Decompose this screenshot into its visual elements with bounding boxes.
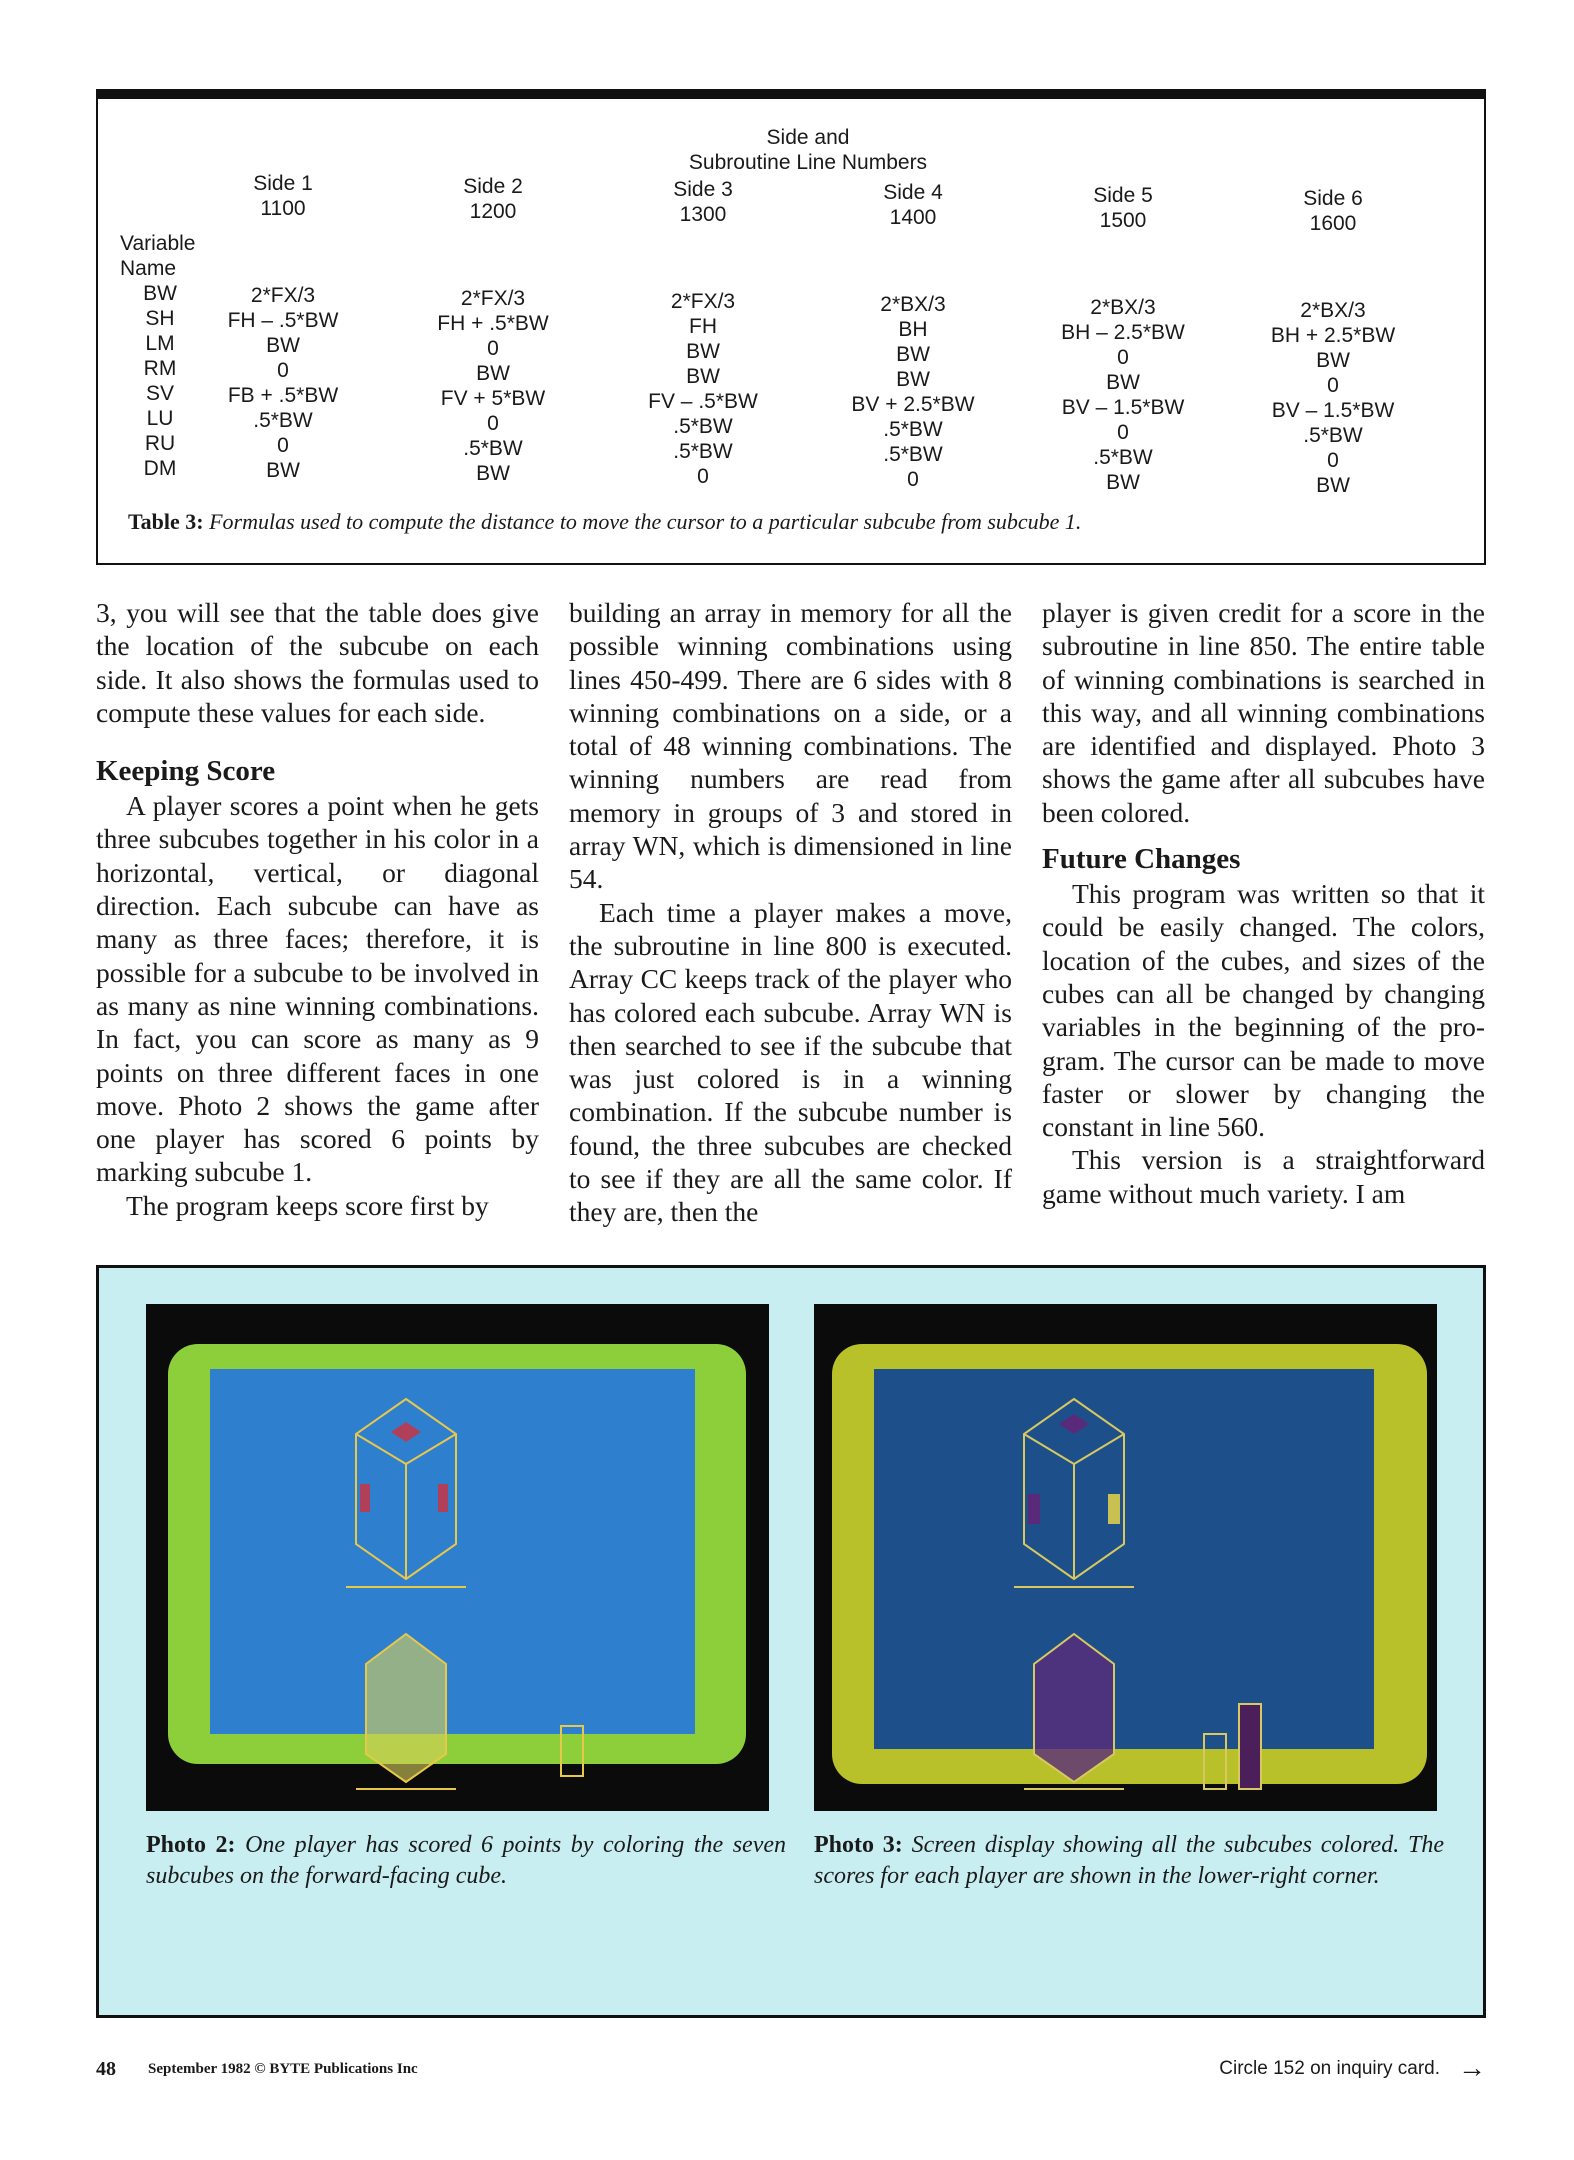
photo-3-caption-text: Screen display showing all the subcubes colored. The scores for each player are shown in the lower-right corner. [814,1832,1445,1889]
group-header [658,125,958,175]
column-header-line: 1300 [679,203,727,226]
photo-3-caption [814,1830,1444,1892]
table-cell: FH – .5*BW [227,309,339,332]
column-header-side: Side 2 [463,175,523,198]
table-column [808,292,1018,492]
table-cell: BW [1106,471,1140,494]
table-caption [128,509,1081,535]
table-column [598,289,808,489]
table-column [1018,295,1228,495]
table-cell: BW [1316,474,1350,497]
paragraph: 3, you will see that the table does give the location of the subcube on each side. It also shows the formulas used to compute these values for each side. [96,597,539,728]
variable-header [120,231,196,281]
photo-2-caption-text: One player has scored 6 points by coloring the seven subcubes on the forward-facing cube. [146,1832,786,1889]
column-header-line: 1600 [1309,212,1357,235]
table-cell: FV – .5*BW [648,390,758,413]
table-cell: FH [689,315,717,338]
variable-header-line: Name [120,257,177,280]
photo-3-screen-image [814,1304,1441,1811]
column-header-line: 1100 [260,197,306,220]
photo-2-label: Photo 2: [146,1832,236,1858]
table-cell: BW [686,340,720,363]
inquiry-note: Circle 152 on inquiry card. [1219,2058,1440,2079]
group-header-line: Side and [766,126,850,149]
table-cell: 0 [487,337,499,360]
table-cell: BW [1106,371,1140,394]
table-cell: .5*BW [883,443,943,466]
table-cell: .5*BW [673,440,733,463]
table-cell: 0 [487,412,499,435]
table-cell: 2*FX/3 [670,290,736,313]
table-cell: 0 [1117,346,1129,369]
table-cell: 2*BX/3 [880,293,946,316]
table-cell: 0 [907,468,919,491]
table-cell: BW [896,368,930,391]
photo-2 [146,1304,769,1811]
table-cell: 0 [697,465,709,488]
table-cell: 0 [1327,374,1339,397]
column-header [1233,186,1433,236]
photo-3 [814,1304,1437,1811]
table-cell: .5*BW [463,437,523,460]
variable-name: SV [145,382,174,405]
table-column [1228,298,1438,498]
group-header-line: Subroutine Line Numbers [688,151,928,174]
table-cell: BH – 2.5*BW [1061,321,1185,344]
variable-name: RU [144,432,176,455]
column-header-line: 1500 [1099,209,1147,232]
table-cell: BH + 2.5*BW [1270,324,1396,347]
table-cell: BW [476,462,510,485]
table-cell: BV + 2.5*BW [851,393,975,416]
paragraph: player is given credit for a score in the subroutine in line 850. The entire table of winning combinations is searched in this way, and all winning combinations are identified and displayed. Photo 3 shows the game after all subcubes have been colored. [1042,597,1485,828]
paragraph: This version is a straightforward game without much variety. I am [1042,1144,1485,1209]
section-heading: Future Changes [1042,843,1241,876]
article-column-3 [1042,596,1485,1210]
table-cell: 2*BX/3 [1090,296,1156,319]
table-cell: .5*BW [1303,424,1363,447]
variable-name: BW [143,282,177,305]
paragraph: Each time a player makes a move, the subroutine in line 800 is executed. Array CC keeps track of the player who has colored each subcube. Array WN is then searched to see if the subcube that was just colored is in a winning combination. If the subcube number is found, the three subcubes are checked to see if they are all the same color. If they are, then the [569,896,1012,1228]
table-cell: .5*BW [673,415,733,438]
column-header-side: Side 6 [1303,187,1363,210]
photo-2-caption [146,1830,786,1892]
paragraph: building an array in memory for all the possible winning combinations using lines 450-499. There are 6 sides with 8 winning combinations on a side, or a total of 48 winning combinations. The winning numbers are read from memory in groups of 3 and stored in array WN, which is dimensioned in line 54. [569,597,1012,895]
column-header [603,177,803,227]
variable-name: LU [146,407,174,430]
issue-credit: September 1982 © BYTE Publications Inc [148,2061,418,2077]
paragraph: This program was written so that it could be easily changed. The colors, location of the cubes, and sizes of the cubes can all be changed by changing variables in the beginning of the program. The cursor can be made to move faster or slower by changing the constant in line 560. [1042,878,1485,1143]
table-cell: FV + 5*BW [440,387,546,410]
column-header-line: 1200 [469,200,517,223]
table-cell: .5*BW [253,409,313,432]
table-cell: BW [266,334,300,357]
table-cell: 0 [1327,449,1339,472]
variable-name: LM [145,332,175,355]
table-cell: FH + .5*BW [437,312,549,335]
variable-name: RM [143,357,177,380]
table-cell: .5*BW [883,418,943,441]
variable-name: SH [145,307,175,330]
photo-panel [96,1265,1486,2018]
table-cell: 2*FX/3 [250,284,316,307]
arrow-right-icon: → [1458,2052,1486,2083]
photo-3-label: Photo 3: [814,1832,903,1858]
page-number: 48 [96,2058,116,2080]
variable-header-line: Variable [120,232,196,255]
column-header-side: Side 3 [673,178,733,201]
table-cell: BV – 1.5*BW [1061,396,1185,419]
table-cell: 2*BX/3 [1300,299,1366,322]
table-cell: .5*BW [1093,446,1153,469]
table-cell: 2*FX/3 [460,287,526,310]
column-header-line: 1400 [889,206,937,229]
article-column-1 [96,596,539,1222]
page-footer [96,2052,1486,2088]
table-cell: BW [1316,349,1350,372]
table-cell: 0 [277,434,289,457]
table-caption-text: Formulas used to compute the distance to move the cursor to a particular subcube from subcube 1. [209,509,1082,534]
table-3 [96,89,1486,565]
table-cell: BH [898,318,928,341]
table-cell: BW [686,365,720,388]
column-header [813,180,1013,230]
table-column [388,286,598,486]
photo-2-screen-image [146,1304,769,1811]
column-header-side: Side 4 [883,181,943,204]
variable-name: DM [143,457,177,480]
article-column-2 [569,596,1012,1229]
table-cell: 0 [277,359,289,382]
paragraph: The program keeps score first by [126,1189,489,1221]
column-header [183,171,383,221]
table-cell: BV – 1.5*BW [1271,399,1395,422]
table-caption-label: Table 3: [128,509,204,534]
table-cell: 0 [1117,421,1129,444]
table-column [178,283,388,483]
table-cell: FB + .5*BW [227,384,339,407]
table-cell: BW [896,343,930,366]
column-header-side: Side 1 [253,172,313,195]
table-cell: BW [476,362,510,385]
column-header-side: Side 5 [1093,184,1153,207]
section-heading: Keeping Score [96,755,276,788]
column-header [1023,183,1223,233]
table-cell: BW [266,459,300,482]
paragraph: A player scores a point when he gets three subcubes together in his color in a horizontal, vertical, or diagonal direction. Each subcube can have as many as three faces; therefore, it is possible for a subcube to be involved in as many as nine winning combinations. In fact, you can score as many as 9 points on three different faces in one move. Photo 2 shows the game after one player has scored 6 points by marking subcube 1. [96,790,539,1188]
column-header [393,174,593,224]
